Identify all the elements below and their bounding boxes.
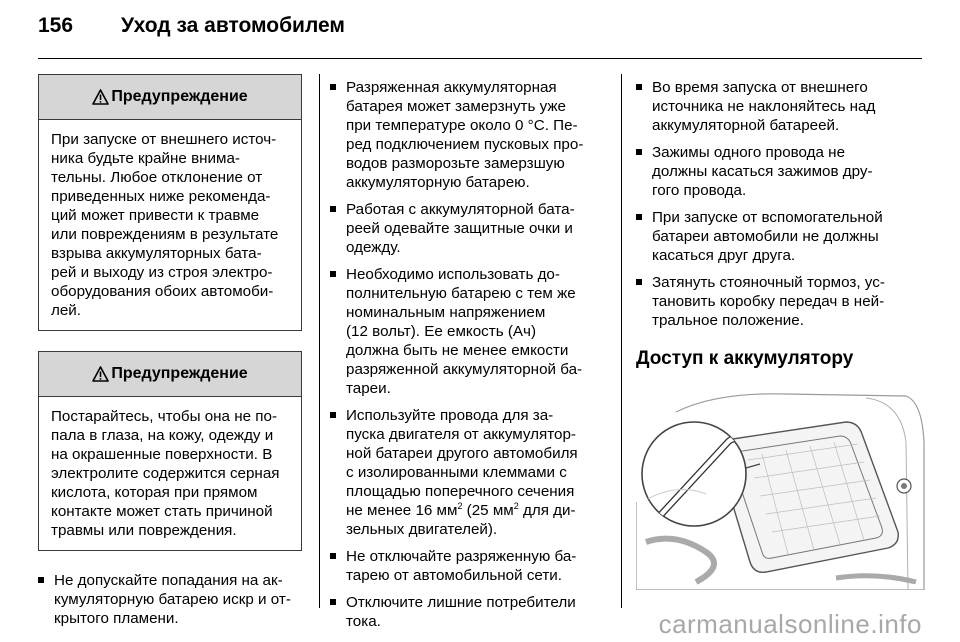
text-line: Постарайтесь, чтобы она не по- bbox=[51, 408, 278, 425]
text-line: при температуре около 0 °C. Пе- bbox=[346, 117, 578, 134]
text-run: для ди- bbox=[518, 502, 576, 519]
list-item bbox=[636, 143, 926, 200]
text-run: не менее 16 мм bbox=[346, 502, 458, 519]
warning-triangle-icon bbox=[92, 366, 109, 382]
text-line: пала в глаза, на кожу, одежду и bbox=[51, 427, 274, 444]
bullet-list bbox=[636, 78, 926, 330]
text-line: ника будьте крайне внима- bbox=[51, 150, 240, 167]
warning-title: Предупреждение bbox=[111, 88, 248, 105]
text-line: крытого пламени. bbox=[54, 610, 179, 627]
column-2 bbox=[330, 78, 606, 639]
warning-box bbox=[38, 351, 302, 551]
warning-header bbox=[39, 75, 301, 120]
text-line: ной батареи другого автомобиля bbox=[346, 445, 578, 462]
list-item bbox=[330, 78, 606, 192]
square-bullet bbox=[38, 577, 44, 583]
square-bullet bbox=[330, 553, 336, 559]
column-3 bbox=[636, 78, 926, 590]
text-line: батарея может замерзнуть уже bbox=[346, 98, 567, 115]
text-line: или повреждениям в результате bbox=[51, 226, 279, 243]
text-line: полнительную батарею с тем же bbox=[346, 285, 576, 302]
bullet-list bbox=[330, 78, 606, 631]
text-line: контакте может стать причиной bbox=[51, 503, 273, 520]
text-line: тареи. bbox=[346, 380, 391, 397]
text-line: на окрашенные поверхности. В bbox=[51, 446, 273, 463]
text-line: источника не наклоняйтесь над bbox=[652, 98, 876, 115]
text-line: Разряженная аккумуляторная bbox=[346, 79, 557, 96]
column-1 bbox=[38, 74, 302, 636]
page-header bbox=[38, 14, 345, 46]
text-run: (25 мм bbox=[462, 502, 514, 519]
warning-text bbox=[39, 397, 301, 550]
square-bullet bbox=[330, 599, 336, 605]
square-bullet bbox=[636, 279, 642, 285]
warning-title: Предупреждение bbox=[111, 365, 248, 382]
text-line: касаться друг друга. bbox=[652, 247, 796, 264]
square-bullet bbox=[330, 412, 336, 418]
superscript: 2 bbox=[457, 500, 463, 511]
warning-box bbox=[38, 74, 302, 331]
text-line: площадью поперечного сечения bbox=[346, 483, 575, 500]
text-line: оборудования обоих автомоби- bbox=[51, 283, 274, 300]
text-line: травмы или повреждения. bbox=[51, 522, 237, 539]
superscript: 2 bbox=[513, 500, 519, 511]
text-line: Используйте провода для за- bbox=[346, 407, 554, 424]
text-line: тока. bbox=[346, 613, 381, 630]
text-line: (12 вольт). Ее емкость (Ач) bbox=[346, 323, 537, 340]
text-line: должна быть не менее емкости bbox=[346, 342, 569, 359]
text-line: пуска двигателя от аккумулятор- bbox=[346, 426, 576, 443]
text-line: ций может привести к травме bbox=[51, 207, 260, 224]
text-line: кумуляторную батарею искр и от- bbox=[54, 591, 291, 608]
battery-cover-drawing bbox=[636, 382, 926, 590]
subheading: Доступ к аккумулятору bbox=[636, 348, 854, 369]
square-bullet bbox=[636, 149, 642, 155]
text-line: с изолированными клеммами с bbox=[346, 464, 567, 481]
square-bullet bbox=[636, 84, 642, 90]
text-line: ред подключением пусковых про- bbox=[346, 136, 584, 153]
text-line: батареи автомобили не должны bbox=[652, 228, 879, 245]
text-line: лей. bbox=[51, 302, 82, 319]
text-line: тановить коробку передач в ней- bbox=[652, 293, 885, 310]
square-bullet bbox=[636, 214, 642, 220]
text-line: Отключите лишние потребители bbox=[346, 594, 576, 611]
warning-text bbox=[39, 120, 301, 330]
square-bullet bbox=[330, 84, 336, 90]
page-number: 156 bbox=[38, 14, 74, 37]
list-item bbox=[330, 547, 606, 585]
text-line bbox=[346, 501, 606, 520]
text-line: Во время запуска от внешнего bbox=[652, 79, 868, 96]
text-line: зельных двигателей). bbox=[346, 521, 498, 538]
list-item bbox=[636, 273, 926, 330]
text-line: Работая с аккумуляторной бата- bbox=[346, 201, 575, 218]
square-bullet bbox=[330, 206, 336, 212]
text-line: Не допускайте попадания на ак- bbox=[54, 572, 283, 589]
warning-triangle-icon bbox=[92, 89, 109, 105]
text-line: номинальным напряжением bbox=[346, 304, 546, 321]
header-rule bbox=[38, 58, 922, 59]
text-line: тельны. Любое отклонение от bbox=[51, 169, 263, 186]
list-item bbox=[636, 208, 926, 265]
square-bullet bbox=[330, 271, 336, 277]
text-line: аккумуляторной батареей. bbox=[652, 117, 840, 134]
text-line: приведенных ниже рекоменда- bbox=[51, 188, 271, 205]
section-title: Уход за автомобилем bbox=[121, 14, 345, 37]
text-line: должны касаться зажимов дру- bbox=[652, 163, 873, 180]
text-line: Зажимы одного провода не bbox=[652, 144, 846, 161]
battery-access-illustration bbox=[636, 382, 926, 590]
text-line: водов разморозьте замерзшую bbox=[346, 155, 565, 172]
text-line: Затянуть стояночный тормоз, ус- bbox=[652, 274, 885, 291]
list-item bbox=[636, 78, 926, 135]
text-line: аккумуляторную батарею. bbox=[346, 174, 530, 191]
text-line: При запуске от внешнего источ- bbox=[51, 131, 277, 148]
bullet-list bbox=[38, 571, 302, 628]
warning-header bbox=[39, 352, 301, 397]
text-line: взрыва аккумуляторных бата- bbox=[51, 245, 262, 262]
text-line: Не отключайте разряженную ба- bbox=[346, 548, 577, 565]
text-line: одежду. bbox=[346, 239, 401, 256]
text-line: тарею от автомобильной сети. bbox=[346, 567, 563, 584]
text-line: При запуске от вспомогательной bbox=[652, 209, 883, 226]
text-line: разряженной аккумуляторной ба- bbox=[346, 361, 583, 378]
text-line: гого провода. bbox=[652, 182, 747, 199]
column-divider bbox=[621, 74, 622, 608]
text-line: реей одевайте защитные очки и bbox=[346, 220, 573, 237]
text-line: рей и выходу из строя электро- bbox=[51, 264, 273, 281]
list-item bbox=[330, 406, 606, 539]
list-item bbox=[330, 200, 606, 257]
text-line: кислота, которая при прямом bbox=[51, 484, 258, 501]
column-divider bbox=[319, 74, 320, 608]
text-line: тральное положение. bbox=[652, 312, 804, 329]
watermark: carmanualsonline.info bbox=[658, 609, 922, 639]
text-line: электролите содержится серная bbox=[51, 465, 280, 482]
list-item bbox=[330, 265, 606, 398]
list-item bbox=[330, 593, 606, 631]
list-item bbox=[38, 571, 302, 628]
text-line: Необходимо использовать до- bbox=[346, 266, 560, 283]
